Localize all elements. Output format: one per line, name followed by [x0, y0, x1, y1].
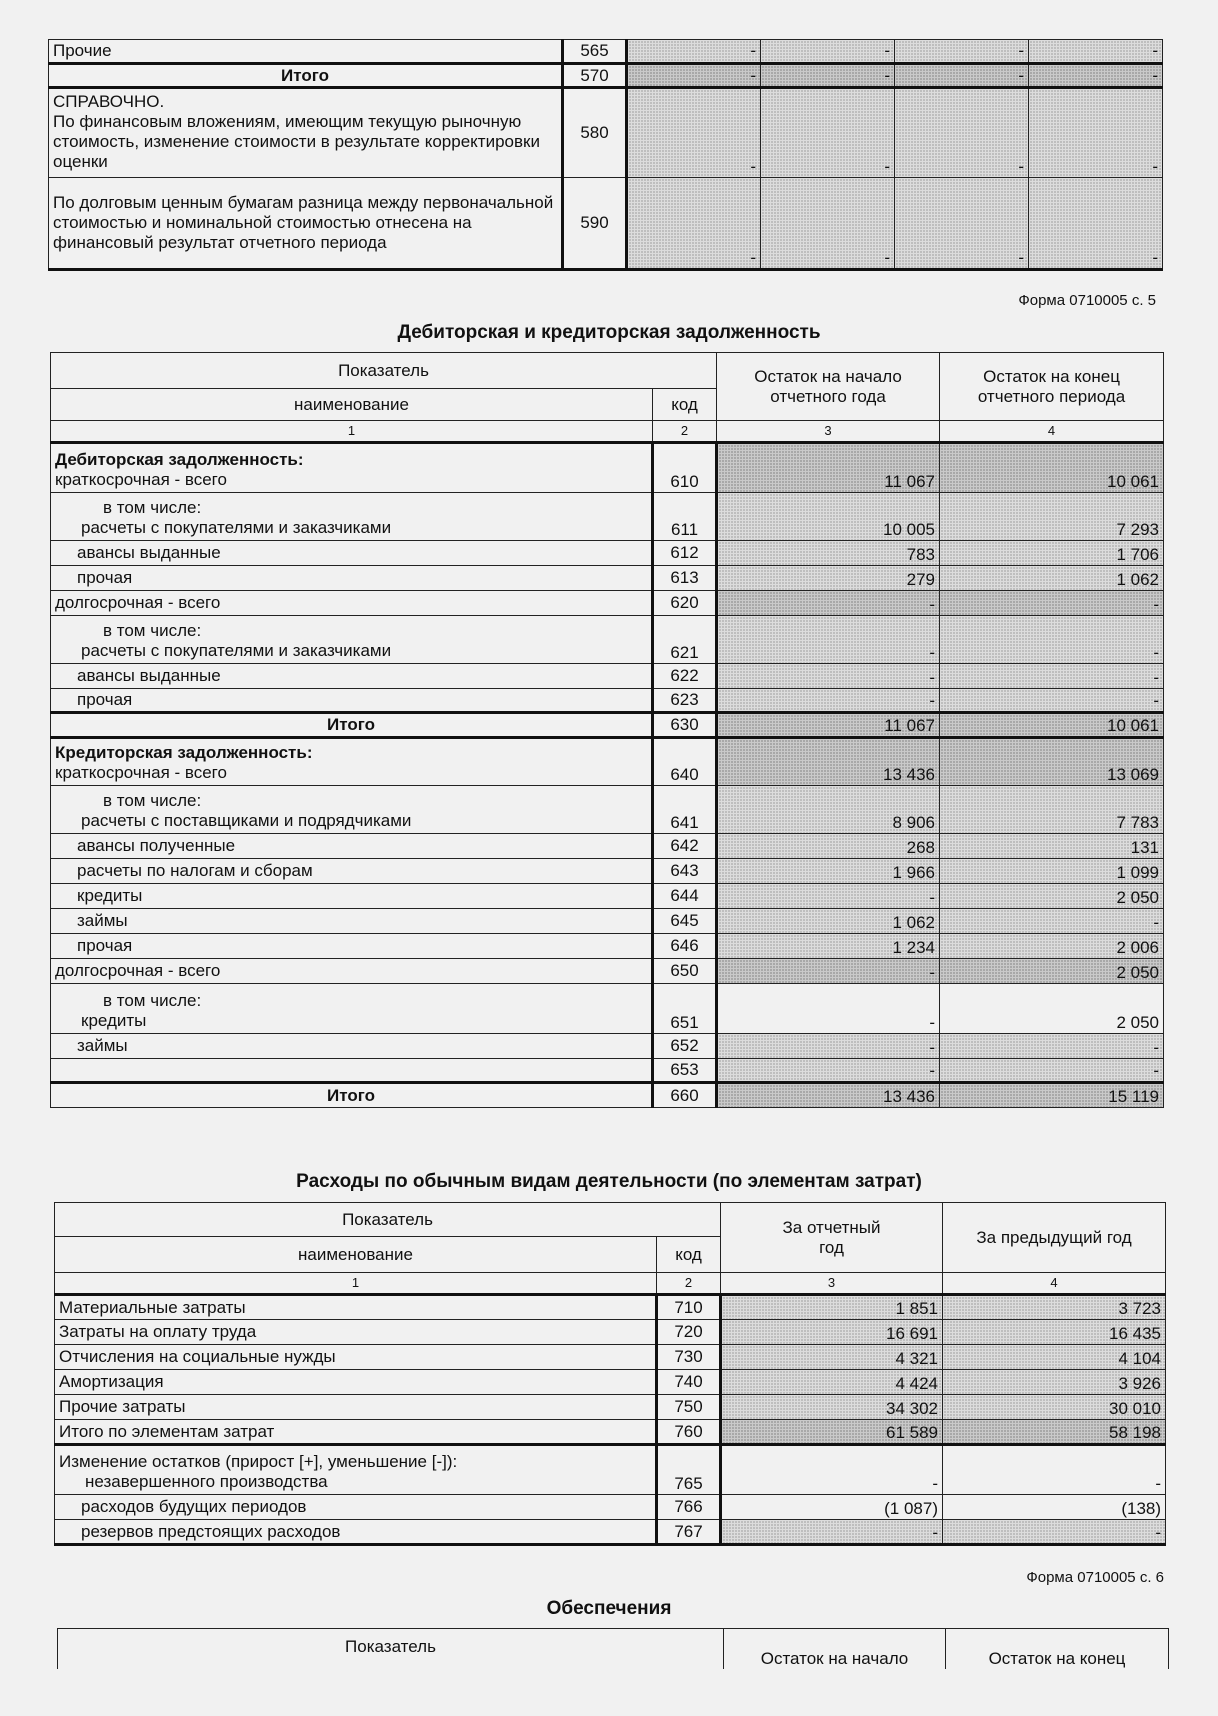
- column-number: 1: [55, 1273, 657, 1295]
- column-number: 4: [943, 1273, 1166, 1295]
- cell-value: -: [717, 959, 940, 984]
- row-code: 646: [653, 934, 717, 959]
- column-number: 1: [51, 421, 653, 443]
- cell-value: -: [1029, 40, 1163, 64]
- row-code: 580: [563, 88, 627, 178]
- header-col4: Остаток на конец: [946, 1629, 1169, 1669]
- row-label: прочая: [51, 934, 653, 959]
- cell-value: 10 061: [940, 443, 1164, 493]
- row-label: расчеты с покупателями и заказчиками: [81, 641, 392, 660]
- column-number: 4: [940, 421, 1164, 443]
- row-label-cell: [51, 786, 653, 834]
- row-code: 710: [657, 1295, 721, 1320]
- row-label-cell: [51, 443, 653, 493]
- cell-value: -: [943, 1520, 1166, 1545]
- row-label: кредиты: [81, 1011, 147, 1030]
- row-label: авансы выданные: [51, 541, 653, 566]
- cell-value: 2 050: [940, 884, 1164, 909]
- cell-value: -: [717, 664, 940, 689]
- cell-value: -: [895, 64, 1029, 88]
- costs-table: [54, 1202, 1166, 1546]
- cell-value: -: [940, 1034, 1164, 1059]
- table-row-total: [55, 1420, 1166, 1445]
- row-code: 766: [657, 1495, 721, 1520]
- header-code: код: [657, 1237, 721, 1273]
- row-label: Отчисления на социальные нужды: [55, 1345, 657, 1370]
- group-heading: Изменение остатков (прирост [+], уменьшение [-]):: [59, 1452, 458, 1471]
- cell-value: 1 851: [721, 1295, 943, 1320]
- cell-value: -: [940, 689, 1164, 713]
- row-code: 651: [653, 984, 717, 1034]
- row-label: Материальные затраты: [55, 1295, 657, 1320]
- cell-value: (1 087): [721, 1495, 943, 1520]
- row-label-cell: [51, 493, 653, 541]
- row-label-cell: [49, 88, 563, 178]
- table-row: [51, 959, 1164, 984]
- cell-value: -: [761, 88, 895, 178]
- cell-value: -: [717, 689, 940, 713]
- row-label: авансы выданные: [51, 664, 653, 689]
- cell-value: -: [895, 88, 1029, 178]
- cell-value: -: [717, 591, 940, 616]
- cell-value: 783: [717, 541, 940, 566]
- table-row: [55, 1295, 1166, 1320]
- cell-value: 3 926: [943, 1370, 1166, 1395]
- cell-value: -: [717, 884, 940, 909]
- cell-value: -: [717, 1059, 940, 1083]
- header-indicator: Показатель: [55, 1203, 721, 1237]
- table-row: [55, 1395, 1166, 1420]
- row-code: 650: [653, 959, 717, 984]
- table-row: [51, 664, 1164, 689]
- table-row: [51, 738, 1164, 786]
- column-number: 2: [657, 1273, 721, 1295]
- row-label: По финансовым вложениям, имеющим текущую рыночную стоимость, изменение стоимости в результате корректировки оценки: [53, 112, 540, 171]
- table-row: [51, 443, 1164, 493]
- row-code: 652: [653, 1034, 717, 1059]
- cell-value: 30 010: [943, 1395, 1166, 1420]
- row-label: Итого: [51, 713, 653, 738]
- cell-value: -: [1029, 64, 1163, 88]
- cell-value: 4 104: [943, 1345, 1166, 1370]
- row-code: 613: [653, 566, 717, 591]
- cell-value: -: [627, 178, 761, 270]
- row-label: займы: [51, 909, 653, 934]
- row-code: 642: [653, 834, 717, 859]
- row-label-cell: [55, 1445, 657, 1495]
- header-numbers-row: [51, 421, 1164, 443]
- cell-value: 10 061: [940, 713, 1164, 738]
- cell-value: -: [895, 40, 1029, 64]
- table-row: [51, 909, 1164, 934]
- table-row: [51, 834, 1164, 859]
- row-code: 641: [653, 786, 717, 834]
- table-row: [55, 1320, 1166, 1345]
- cell-value: 7 293: [940, 493, 1164, 541]
- cell-value: -: [627, 88, 761, 178]
- securities-section-title: Обеспечения: [546, 1598, 672, 1619]
- row-code: 610: [653, 443, 717, 493]
- row-code: 645: [653, 909, 717, 934]
- cell-value: 3 723: [943, 1295, 1166, 1320]
- cell-value: -: [717, 616, 940, 664]
- header-name: наименование: [51, 389, 653, 421]
- group-heading: Кредиторская задолженность:: [55, 743, 313, 762]
- group-heading: Дебиторская задолженность:: [55, 450, 304, 469]
- table-row: [51, 984, 1164, 1034]
- column-number: 2: [653, 421, 717, 443]
- cell-value: -: [717, 1034, 940, 1059]
- row-label: долгосрочная - всего: [51, 959, 653, 984]
- row-code: 622: [653, 664, 717, 689]
- cell-value: -: [940, 1059, 1164, 1083]
- row-label: Амортизация: [55, 1370, 657, 1395]
- cell-value: 4 321: [721, 1345, 943, 1370]
- cell-value: 4 424: [721, 1370, 943, 1395]
- row-code: 590: [563, 178, 627, 270]
- cell-value: 13 069: [940, 738, 1164, 786]
- row-code: 630: [653, 713, 717, 738]
- row-label: Итого по элементам затрат: [55, 1420, 657, 1445]
- row-code: 612: [653, 541, 717, 566]
- table-row: [51, 591, 1164, 616]
- row-label: расходов будущих периодов: [55, 1495, 657, 1520]
- securities-table: [57, 1628, 1169, 1669]
- row-code: 565: [563, 40, 627, 64]
- row-code: 611: [653, 493, 717, 541]
- cell-value: 13 436: [717, 1083, 940, 1108]
- row-label: Прочие затраты: [55, 1395, 657, 1420]
- cell-value: -: [721, 1445, 943, 1495]
- column-number: 3: [721, 1273, 943, 1295]
- table-row: [55, 1495, 1166, 1520]
- row-code: 644: [653, 884, 717, 909]
- header-col3: За отчетный год: [721, 1203, 943, 1273]
- cell-value: 34 302: [721, 1395, 943, 1420]
- header-row: [51, 353, 1164, 389]
- cell-value: 11 067: [717, 443, 940, 493]
- table-row: [55, 1520, 1166, 1545]
- header-indicator: Показатель: [51, 353, 717, 389]
- cell-value: -: [940, 616, 1164, 664]
- row-code: 620: [653, 591, 717, 616]
- row-code: 640: [653, 738, 717, 786]
- cell-value: -: [1029, 88, 1163, 178]
- row-label: расчеты с поставщиками и подрядчиками: [81, 811, 412, 830]
- cell-value: 1 062: [717, 909, 940, 934]
- cell-value: 1 706: [940, 541, 1164, 566]
- cell-value: 10 005: [717, 493, 940, 541]
- header-row: [55, 1203, 1166, 1237]
- cell-value: -: [761, 40, 895, 64]
- group-heading: в том числе:: [103, 498, 202, 517]
- row-label: [51, 1059, 653, 1083]
- reference-heading: СПРАВОЧНО.: [53, 92, 165, 111]
- cell-value: 15 119: [940, 1083, 1164, 1108]
- table-row: [51, 934, 1164, 959]
- row-label-cell: [51, 984, 653, 1034]
- debt-table: [50, 352, 1164, 1108]
- row-code: 621: [653, 616, 717, 664]
- header-col3: Остаток на начало отчетного года: [717, 353, 940, 421]
- row-code: 765: [657, 1445, 721, 1495]
- row-label: кредиты: [51, 884, 653, 909]
- table-row: [49, 88, 1163, 178]
- table-row: [51, 1034, 1164, 1059]
- cell-value: 268: [717, 834, 940, 859]
- header-col4: Остаток на конец отчетного периода: [940, 353, 1164, 421]
- header-col4: За предыдущий год: [943, 1203, 1166, 1273]
- table-row: [51, 689, 1164, 713]
- row-label: краткосрочная - всего: [55, 470, 227, 489]
- row-label-cell: [51, 616, 653, 664]
- table-row-total: [49, 64, 1163, 88]
- row-label: Итого: [51, 1083, 653, 1108]
- table-row: [51, 541, 1164, 566]
- cell-value: 16 691: [721, 1320, 943, 1345]
- cell-value: 2 006: [940, 934, 1164, 959]
- cell-value: -: [940, 591, 1164, 616]
- column-number: 3: [717, 421, 940, 443]
- row-label: займы: [51, 1034, 653, 1059]
- cell-value: -: [761, 178, 895, 270]
- cell-value: 61 589: [721, 1420, 943, 1445]
- row-code: 643: [653, 859, 717, 884]
- table-row: [55, 1370, 1166, 1395]
- table-row: [51, 884, 1164, 909]
- table-row: [51, 859, 1164, 884]
- cell-value: -: [627, 40, 761, 64]
- cell-value: -: [943, 1445, 1166, 1495]
- table-row-total: [51, 713, 1164, 738]
- row-code: 570: [563, 64, 627, 88]
- group-heading: в том числе:: [103, 791, 202, 810]
- row-label: краткосрочная - всего: [55, 763, 227, 782]
- cell-value: 1 966: [717, 859, 940, 884]
- cell-value: -: [627, 64, 761, 88]
- row-code: 720: [657, 1320, 721, 1345]
- table-row: [55, 1345, 1166, 1370]
- row-label: резервов предстоящих расходов: [55, 1520, 657, 1545]
- row-label: прочая: [51, 566, 653, 591]
- cell-value: -: [895, 178, 1029, 270]
- table-row: [51, 566, 1164, 591]
- form-page-label: Форма 0710005 с. 6: [1026, 1569, 1164, 1586]
- row-code: 730: [657, 1345, 721, 1370]
- cell-value: 131: [940, 834, 1164, 859]
- table-row: [55, 1445, 1166, 1495]
- financial-investments-table: [48, 39, 1163, 271]
- header-indicator: Показатель: [58, 1629, 724, 1669]
- row-label: авансы полученные: [51, 834, 653, 859]
- cell-value: -: [1029, 178, 1163, 270]
- row-code: 767: [657, 1520, 721, 1545]
- cell-value: -: [721, 1520, 943, 1545]
- cell-value: -: [940, 664, 1164, 689]
- row-label-cell: [51, 738, 653, 786]
- cell-value: 8 906: [717, 786, 940, 834]
- table-row: [49, 178, 1163, 270]
- cell-value: 279: [717, 566, 940, 591]
- row-label: незавершенного производства: [85, 1472, 328, 1491]
- row-label: прочая: [51, 689, 653, 713]
- row-code: 750: [657, 1395, 721, 1420]
- table-row: [49, 40, 1163, 64]
- cell-value: 1 234: [717, 934, 940, 959]
- header-code: код: [653, 389, 717, 421]
- row-label: расчеты с покупателями и заказчиками: [81, 518, 392, 537]
- cell-value: 11 067: [717, 713, 940, 738]
- cell-value: 2 050: [940, 984, 1164, 1034]
- cell-value: 16 435: [943, 1320, 1166, 1345]
- table-row: [51, 786, 1164, 834]
- row-label: долгосрочная - всего: [51, 591, 653, 616]
- table-row: [51, 1059, 1164, 1083]
- costs-section-title: Расходы по обычным видам деятельности (по элементам затрат): [296, 1171, 922, 1192]
- cell-value: 1 062: [940, 566, 1164, 591]
- row-code: 740: [657, 1370, 721, 1395]
- cell-value: -: [940, 909, 1164, 934]
- row-label: Прочие: [49, 40, 563, 64]
- form-page-label: Форма 0710005 с. 5: [1018, 292, 1156, 309]
- row-code: 623: [653, 689, 717, 713]
- row-code: 653: [653, 1059, 717, 1083]
- cell-value: 58 198: [943, 1420, 1166, 1445]
- cell-value: 1 099: [940, 859, 1164, 884]
- row-label: расчеты по налогам и сборам: [51, 859, 653, 884]
- group-heading: в том числе:: [103, 991, 202, 1010]
- cell-value: 13 436: [717, 738, 940, 786]
- table-row: [51, 616, 1164, 664]
- row-label: Затраты на оплату труда: [55, 1320, 657, 1345]
- cell-value: -: [717, 984, 940, 1034]
- cell-value: 2 050: [940, 959, 1164, 984]
- table-row-total: [51, 1083, 1164, 1108]
- header-name: наименование: [55, 1237, 657, 1273]
- header-numbers-row: [55, 1273, 1166, 1295]
- row-label: Итого: [49, 64, 563, 88]
- debt-section-title: Дебиторская и кредиторская задолженность: [397, 322, 821, 343]
- cell-value: 7 783: [940, 786, 1164, 834]
- table-row: [51, 493, 1164, 541]
- row-label: По долговым ценным бумагам разница между первоначальной стоимостью и номинальной стоимостью отнесена на финансовый результат отчетного периода: [49, 178, 563, 270]
- row-code: 760: [657, 1420, 721, 1445]
- header-col3: Остаток на начало: [724, 1629, 946, 1669]
- row-code: 660: [653, 1083, 717, 1108]
- header-row: [58, 1629, 1169, 1669]
- group-heading: в том числе:: [103, 621, 202, 640]
- cell-value: (138): [943, 1495, 1166, 1520]
- cell-value: -: [761, 64, 895, 88]
